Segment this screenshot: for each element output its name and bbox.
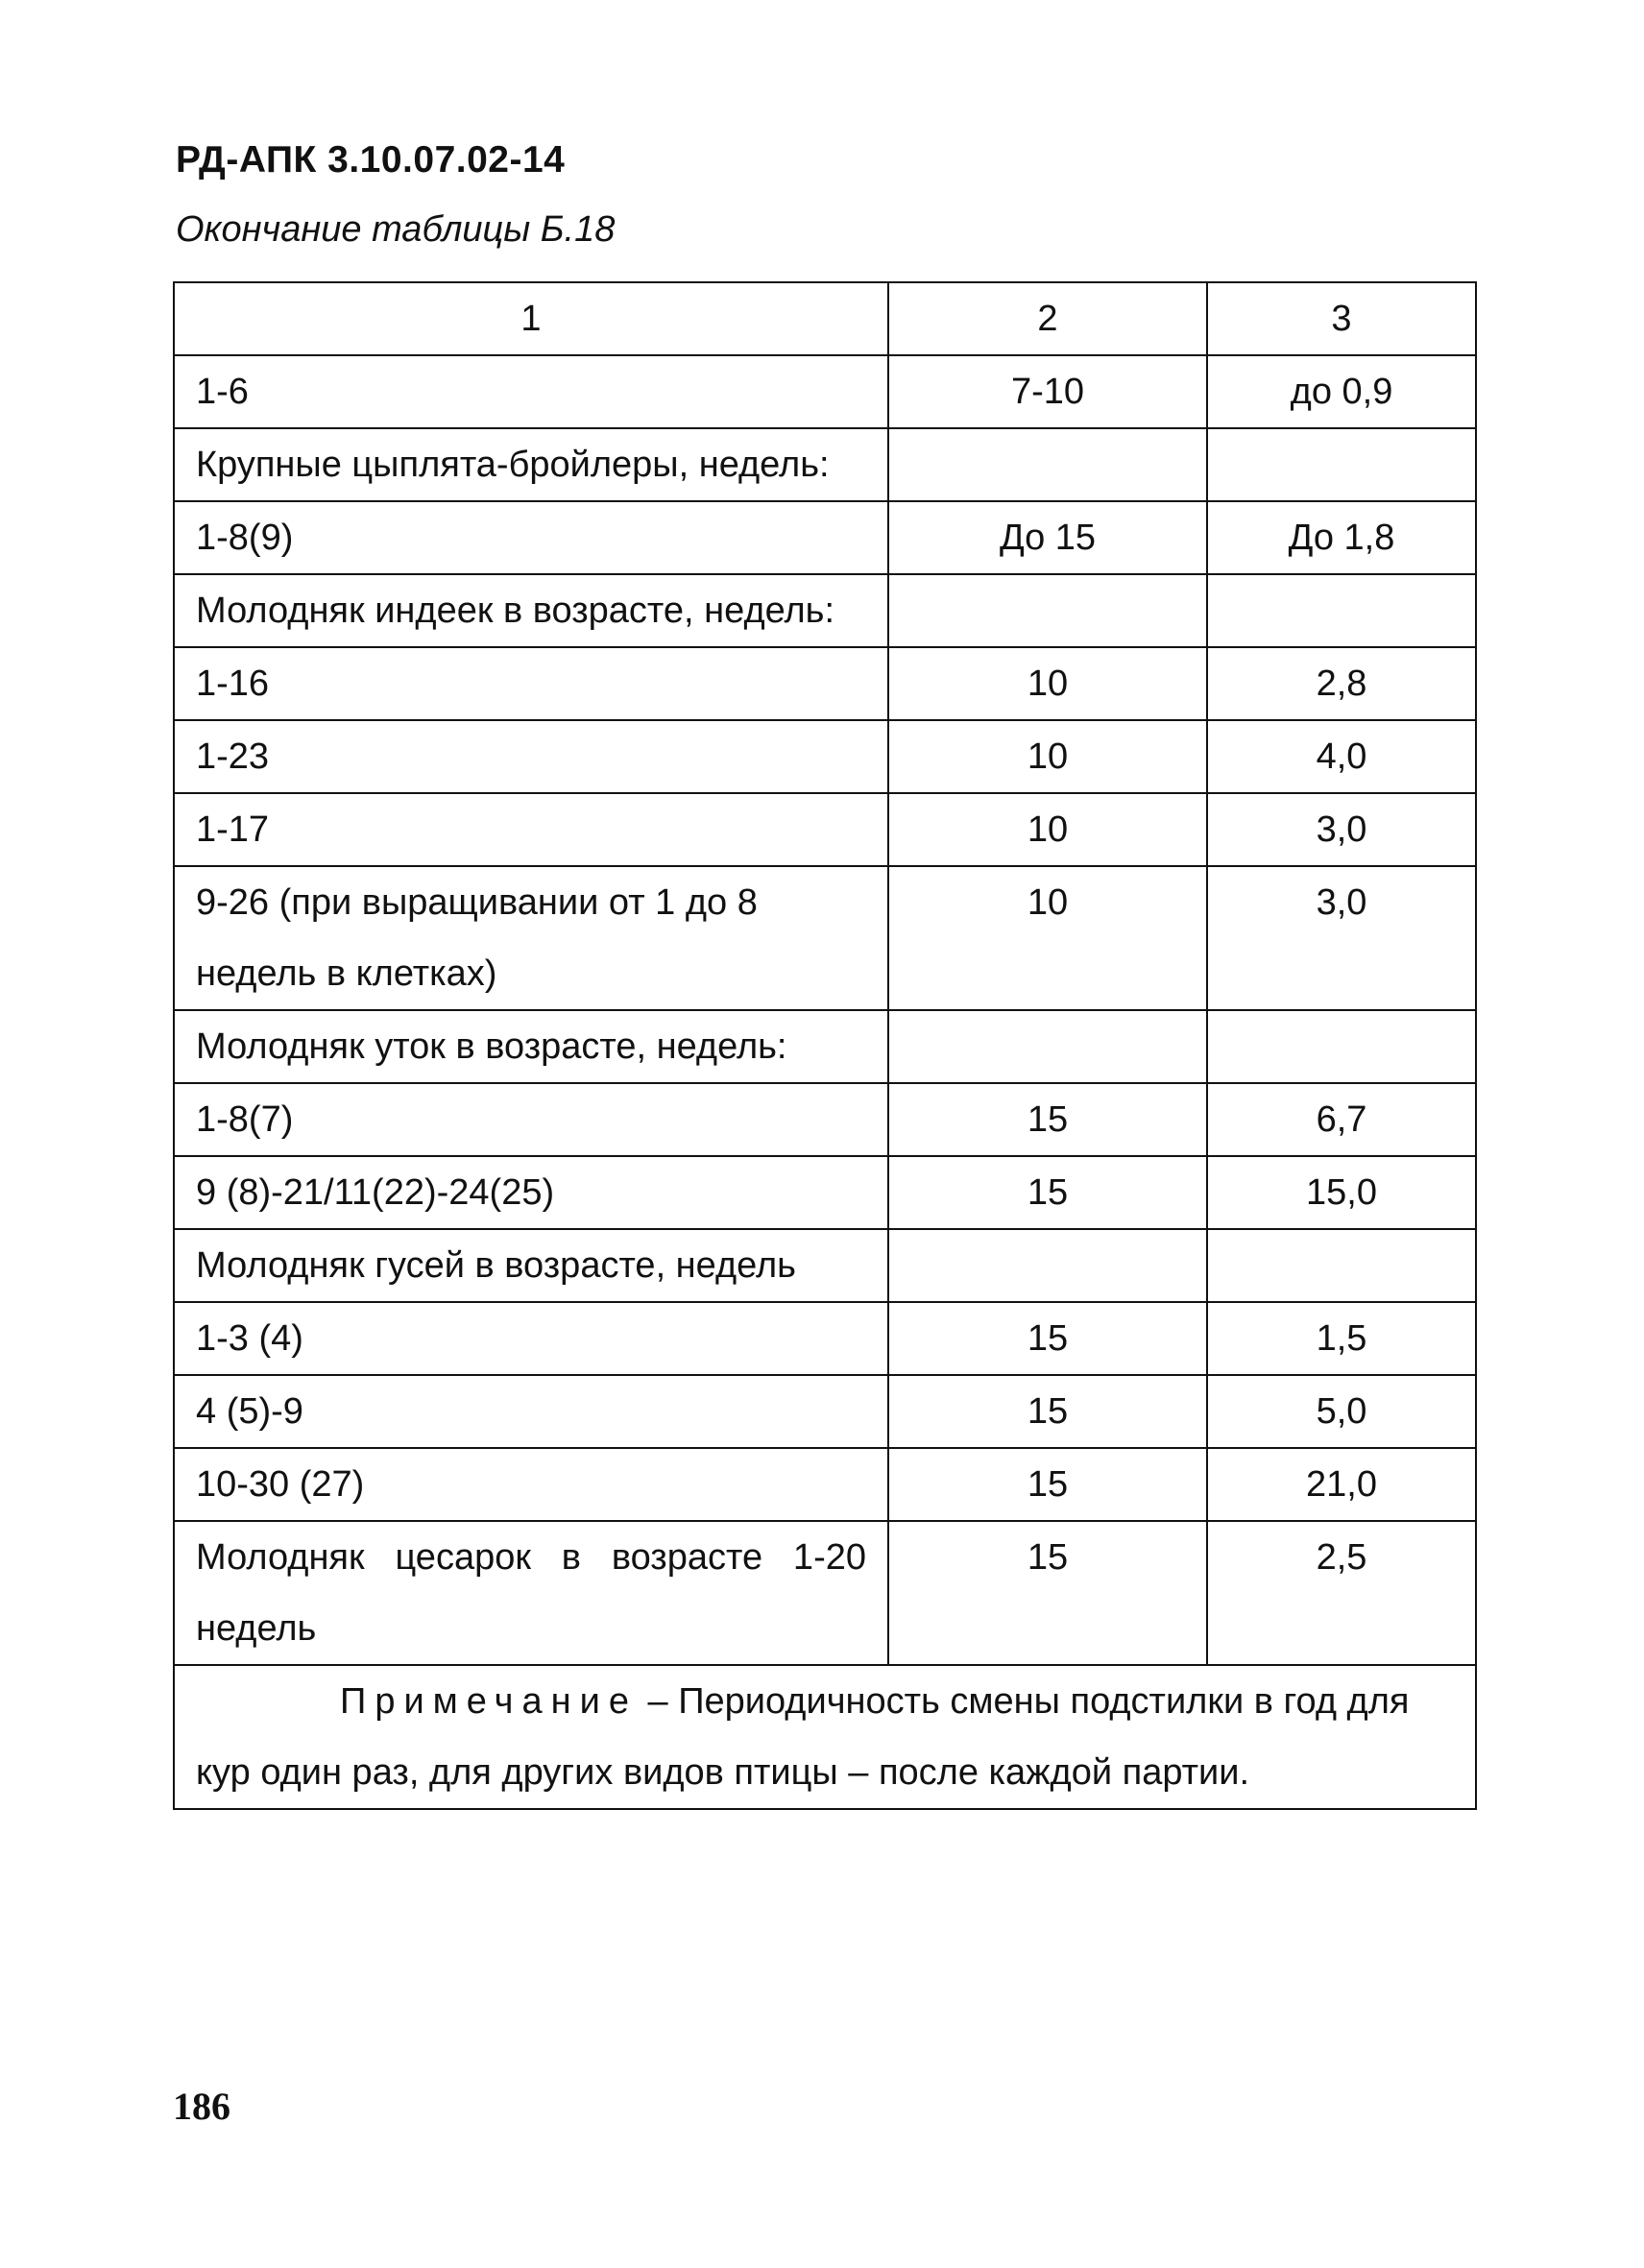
table-caption: Окончание таблицы Б.18 [176,209,616,250]
table-row [174,1521,1476,1665]
table-row [174,866,1476,1010]
row-group-label: Молодняк цесарок в возрасте 1-20 недель [174,1521,888,1665]
row-value-col3: 21,0 [1207,1448,1476,1521]
row-value-col2 [888,1229,1207,1302]
row-group-label: Молодняк индеек в возрасте, недель: [174,574,888,647]
table-row [174,1302,1476,1375]
column-header-1: 1 [174,282,888,355]
row-label: 1-3 (4) [174,1302,888,1375]
row-label: 1-23 [174,720,888,793]
row-value-col2: 15 [888,1448,1207,1521]
row-label: 1-17 [174,793,888,866]
row-value-col3: 3,0 [1207,793,1476,866]
row-value-col3 [1207,1010,1476,1083]
table-row [174,1083,1476,1156]
row-label: 1-16 [174,647,888,720]
table-row [174,647,1476,720]
row-value-col3 [1207,1229,1476,1302]
row-label: 1-8(9) [174,501,888,574]
column-header-3: 3 [1207,282,1476,355]
table-row [174,1010,1476,1083]
row-value-col3: 2,8 [1207,647,1476,720]
row-value-col3: 1,5 [1207,1302,1476,1375]
page-number: 186 [173,2085,230,2128]
row-value-col2: 15 [888,1156,1207,1229]
row-group-label: Молодняк уток в возрасте, недель: [174,1010,888,1083]
row-group-label: Молодняк гусей в возрасте, недель [174,1229,888,1302]
table-row [174,1156,1476,1229]
row-value-col3: 5,0 [1207,1375,1476,1448]
row-value-col3 [1207,574,1476,647]
row-value-col2: 10 [888,793,1207,866]
row-value-col3: до 0,9 [1207,355,1476,428]
row-value-col2: 15 [888,1375,1207,1448]
row-value-col3: 6,7 [1207,1083,1476,1156]
table-row [174,501,1476,574]
row-value-col3: 15,0 [1207,1156,1476,1229]
table-row [174,574,1476,647]
row-group-label: Крупные цыплята-бройлеры, недель: [174,428,888,501]
table-row [174,355,1476,428]
row-label: 4 (5)-9 [174,1375,888,1448]
row-value-col2: До 15 [888,501,1207,574]
row-value-col3: 4,0 [1207,720,1476,793]
data-table [173,281,1477,1810]
row-label: 1-8(7) [174,1083,888,1156]
row-value-col2: 15 [888,1521,1207,1665]
row-value-col2: 10 [888,720,1207,793]
column-header-2: 2 [888,282,1207,355]
row-label: 9 (8)-21/11(22)-24(25) [174,1156,888,1229]
note-label: Примечание [340,1681,638,1722]
row-label: 10-30 (27) [174,1448,888,1521]
row-value-col3: 3,0 [1207,866,1476,1010]
row-value-col2: 10 [888,866,1207,1010]
row-label: 9-26 (при выращивании от 1 до 8 недель в клетках) [174,866,888,1010]
table-row [174,793,1476,866]
document-code: РД-АПК 3.10.07.02-14 [176,139,566,181]
note-text: – Периодичность смены подстилки в год для кур один раз, для других видов птицы – после каждой партии. [196,1681,1410,1793]
table-row [174,720,1476,793]
row-value-col2 [888,1010,1207,1083]
row-value-col2: 15 [888,1302,1207,1375]
row-value-col2 [888,574,1207,647]
table-note [174,1665,1476,1809]
table-row [174,1375,1476,1448]
row-value-col3 [1207,428,1476,501]
row-value-col2: 7-10 [888,355,1207,428]
table-row [174,1448,1476,1521]
row-value-col2 [888,428,1207,501]
row-value-col2: 15 [888,1083,1207,1156]
row-label: 1-6 [174,355,888,428]
table-row [174,428,1476,501]
table-note-row [174,1665,1476,1809]
row-value-col3: До 1,8 [1207,501,1476,574]
table-row [174,1229,1476,1302]
row-value-col2: 10 [888,647,1207,720]
row-value-col3: 2,5 [1207,1521,1476,1665]
table-header-row [174,282,1476,355]
